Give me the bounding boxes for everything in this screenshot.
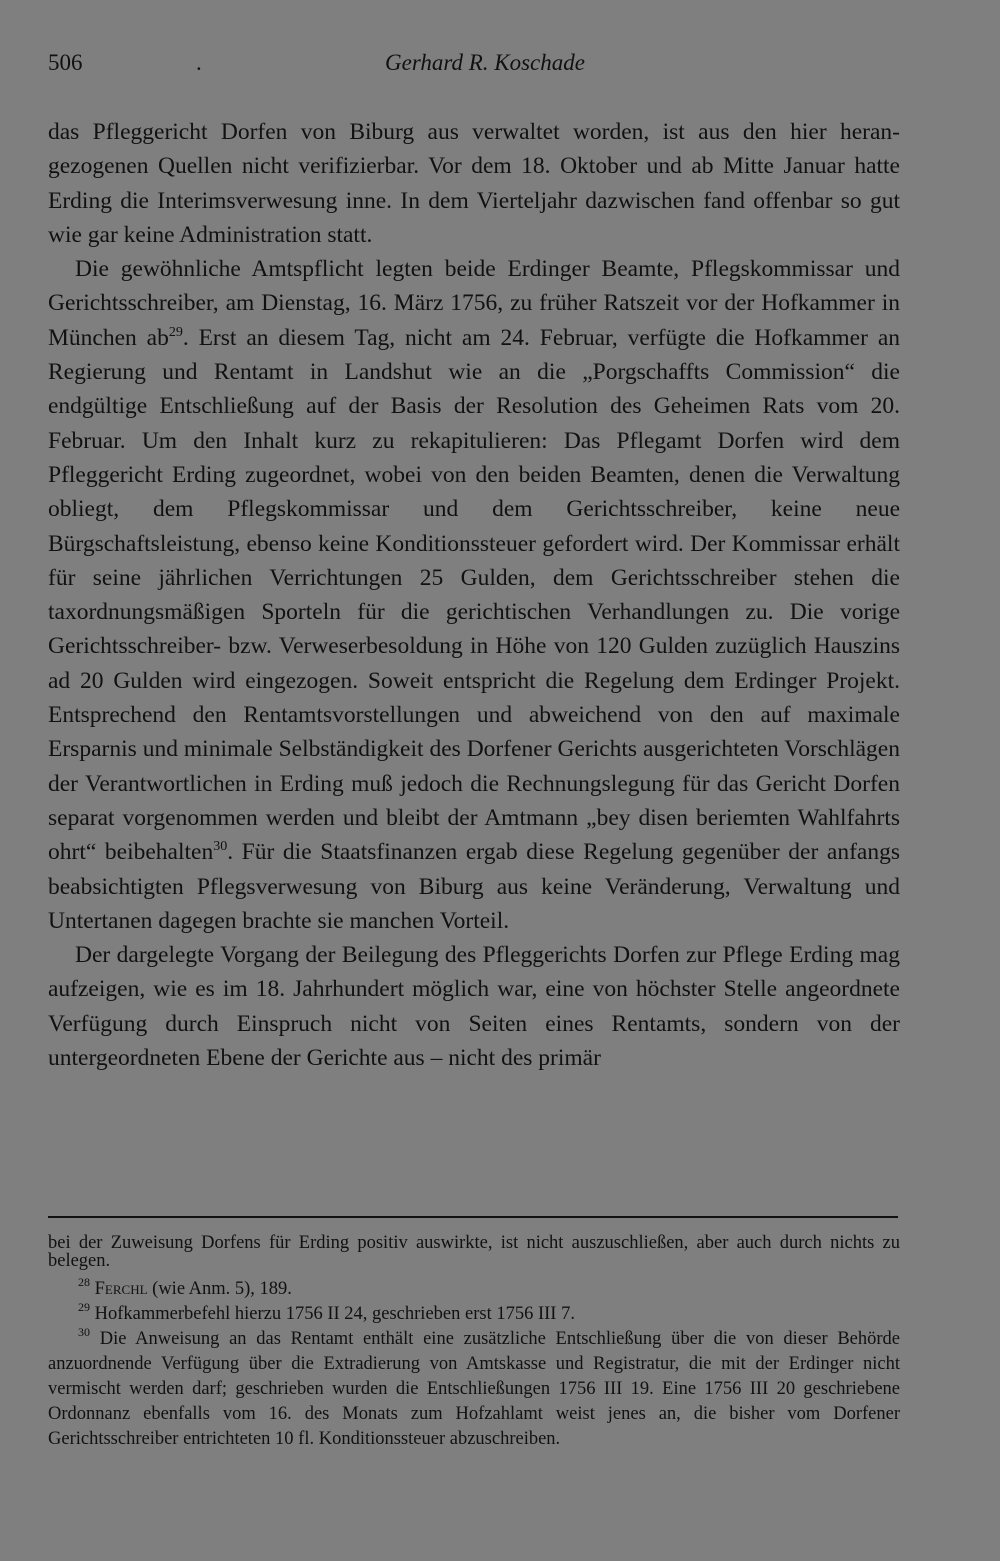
footnote-28-text: (wie Anm. 5), 189.	[147, 1279, 292, 1299]
main-text	[48, 115, 900, 1075]
paragraph-2-part-a: Die gewöhnliche Amtspflicht legten beide Erdinger Beamte, Pflegskommissar und Gerichtsschreiber, am Dienstag, 16. März 1756, zu früher Ratszeit vor der Hofkammer in München ab	[48, 256, 900, 351]
footnote-30-number: 30	[78, 1325, 90, 1339]
footnote-ref-29: 29	[168, 324, 183, 340]
footnote-continuation: bei der Zuweisung Dorfens für Erding positiv auswirkte, ist nicht auszuschließen, aber auch durch nichts zu belegen.	[48, 1233, 900, 1271]
footnote-29	[48, 1302, 900, 1327]
footnote-30	[48, 1327, 900, 1452]
page-number: 506	[48, 50, 83, 75]
header-separator: .	[196, 50, 202, 75]
paragraph-2-part-c: . Für die Staatsfinanzen ergab diese Regelung gegenüber der anfangs beabsichtigten Pflegsverwesung von Biburg aus keine Veränderung, Verwaltung und Untertanen dagegen brachte sie manchen Vorteil.	[48, 839, 900, 934]
footnote-28-author: Ferchl	[94, 1279, 148, 1299]
paragraph-2-part-b: . Erst an diesem Tag, nicht am 24. Februar, verfügte die Hofkammer an Regierung und Rentamt in Landshut wie an die „Porgschaffts Commission“ die endgültige Entschließung auf der Basis der Resolution des Geheimen Rats vom 20. Februar. Um den Inhalt kurz zu rekapitulieren: Das Pflegamt Dorfen wird dem Pfleggericht Erding zugeordnet, wobei von den beiden Beamten, denen die Verwaltung obliegt, dem Pflegskommissar und dem Gerichtsschreiber, keine neue Bürgschaftsleistung, ebenso keine Konditionssteuer gefordert wird. Der Kommissar erhält für seine jährlichen Verrichtungen 25 Gulden, dem Gerichtsschreiber stehen die taxordnungsmäßigen Sporteln für die gerichtischen Verhandlungen zu. Die vorige Gerichtsschreiber- bzw. Verweserbesoldung in Höhe von 120 Gulden zuzüglich Hauszins ad 20 Gulden wird eingezogen. Soweit entspricht die Regelung dem Erdinger Projekt. Entsprechend den Rentamtsvorstellungen und abweichend von den auf maximale Ersparnis und minimale Selbständigkeit des Dorfener Gerichts ausgerichteten Vorschlägen der Verantwortlichen in Erding muß jedoch die Rechnungslegung für das Gericht Dorfen separat vorgenommen werden und bleibt der Amtmann „bey disen beriemten Wahlfahrts ohrt“ beibehalten	[48, 324, 901, 866]
running-head-author: Gerhard R. Koschade	[385, 50, 585, 75]
footnotes-section	[48, 1234, 900, 1452]
footnote-28	[48, 1277, 900, 1302]
footnote-29-text: Hofkammerbefehl hierzu 1756 II 24, geschrieben erst 1756 III 7.	[90, 1304, 575, 1324]
paragraph-3: Der dargelegte Vorgang der Beilegung des Pfleggerichts Dorfen zur Pflege Erding mag aufzeigen, wie es im 18. Jahrhundert möglich war, eine von höchster Stelle angeordnete Verfügung durch Einspruch nicht von Seiten eines Rentamts, sondern von der untergeordneten Ebene der Gerichte aus – nicht des primär	[48, 942, 900, 1072]
footnote-29-number: 29	[78, 1300, 90, 1314]
footnote-divider	[48, 1216, 898, 1218]
paragraph-2	[48, 252, 900, 938]
footnote-28-number: 28	[78, 1275, 90, 1289]
page-header	[48, 50, 900, 84]
paragraph-1: das Pfleggericht Dorfen von Biburg aus verwaltet worden, ist aus den hier herangezogenen Quellen nicht verifizierbar. Vor dem 18. Oktober und ab Mitte Januar hatte Erding die Interimsverwesung inne. In dem Vierteljahr dazwischen fand offenbar so gut wie gar keine Administration statt.	[48, 119, 900, 248]
footnote-ref-30: 30	[213, 839, 228, 855]
footnote-30-text: Die Anweisung an das Rentamt enthält eine zusätzliche Entschließung über die von dieser Behörde anzuordnende Verfügung über die Extradierung von Amtskasse und Registratur, die mit der Erdinger nicht vermischt werden darf; geschrieben wurden die Entschließungen 1756 III 19. Eine 1756 III 20 geschriebene Ordonnanz ebenfalls vom 16. des Monats zum Hofzahlamt weist jenes an, die bisher vom Dorfener Gerichtsschreiber entrichteten 10 fl. Konditionssteuer abzuschreiben.	[48, 1329, 900, 1449]
